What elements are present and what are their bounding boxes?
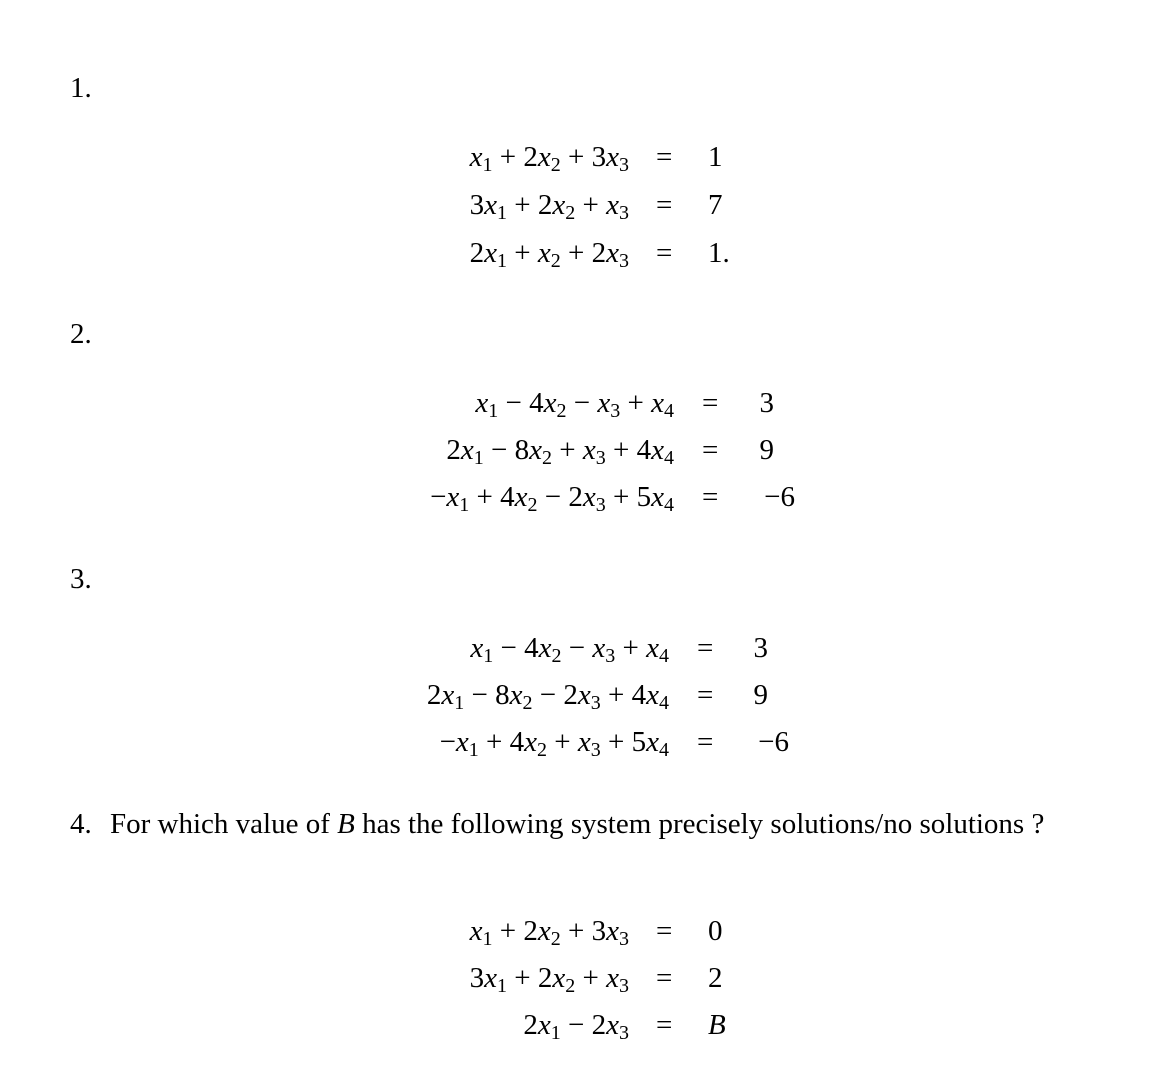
equals-sign: = <box>702 387 719 419</box>
problem-3-equation-3 <box>0 722 1167 762</box>
equation-lhs: $x_1 + 2x_2 + 3x_3$ <box>469 915 629 950</box>
problem-2-equation-2 <box>0 430 1167 470</box>
equation-lhs: $2x_1 - 2x_3$ <box>523 1009 629 1044</box>
equation-lhs: $x_1 - 4x_2 - x_3 + x_4$ <box>470 632 669 667</box>
equation-lhs: $-x_1 + 4x_2 + x_3 + 5x_4$ <box>439 726 669 761</box>
equation-lhs: $2x_1 - 8x_2 - 2x_3 + 4x_4$ <box>426 679 669 714</box>
equation-rhs: −6 <box>764 481 795 513</box>
equation-rhs: 0 <box>708 915 723 947</box>
equation-rhs: 3 <box>759 387 774 419</box>
equals-sign: = <box>656 915 673 947</box>
equals-sign: = <box>697 632 714 664</box>
equation-lhs: $x_1 - 4x_2 - x_3 + x_4$ <box>475 387 674 422</box>
equals-sign: = <box>656 141 673 173</box>
problem-1-equation-2 <box>0 185 1167 225</box>
equation-lhs: $2x_1 - 8x_2 + x_3 + 4x_4$ <box>446 434 674 469</box>
equals-sign: = <box>697 679 714 711</box>
equation-lhs: $3x_1 + 2x_2 + x_3$ <box>469 962 629 997</box>
equation-lhs: $x_1 + 2x_2 + 3x_3$ <box>469 141 629 176</box>
equation-rhs: 1. <box>708 237 730 269</box>
equals-sign: = <box>697 726 714 758</box>
problem-1-equation-3 <box>0 233 1167 273</box>
problem-4-number: 4. <box>70 808 92 840</box>
equals-sign: = <box>656 962 673 994</box>
equals-sign: = <box>656 189 673 221</box>
equation-rhs: 9 <box>753 679 768 711</box>
equation-rhs: 2 <box>708 962 723 994</box>
equation-rhs: 7 <box>708 189 723 221</box>
problem-2-number: 2. <box>70 318 92 350</box>
equation-rhs: −6 <box>758 726 789 758</box>
problem-3-number: 3. <box>70 563 92 595</box>
problem-2-equation-3 <box>0 477 1167 517</box>
problem-1-equation-1 <box>0 137 1167 177</box>
equals-sign: = <box>656 1009 673 1041</box>
equation-rhs: B <box>708 1009 726 1041</box>
equation-rhs: 1 <box>708 141 723 173</box>
problem-1-number: 1. <box>70 72 92 104</box>
problem-4-text: For which value of B has the following system precisely solutions/no solutions ? <box>110 808 1045 840</box>
problem-3-equation-2 <box>0 675 1167 715</box>
equation-lhs: $3x_1 + 2x_2 + x_3$ <box>469 189 629 224</box>
problem-4-equation-2 <box>0 958 1167 998</box>
equation-lhs: $-x_1 + 4x_2 - 2x_3 + 5x_4$ <box>430 481 674 516</box>
problem-3-equation-1 <box>0 628 1167 668</box>
equation-rhs: 3 <box>753 632 768 664</box>
equals-sign: = <box>656 237 673 269</box>
equals-sign: = <box>702 434 719 466</box>
problem-4-equation-3 <box>0 1005 1167 1045</box>
equation-rhs: 9 <box>759 434 774 466</box>
equation-lhs: $2x_1 + x_2 + 2x_3$ <box>469 237 629 272</box>
equals-sign: = <box>702 481 719 513</box>
problem-2-equation-1 <box>0 383 1167 423</box>
problem-4-equation-1 <box>0 911 1167 951</box>
